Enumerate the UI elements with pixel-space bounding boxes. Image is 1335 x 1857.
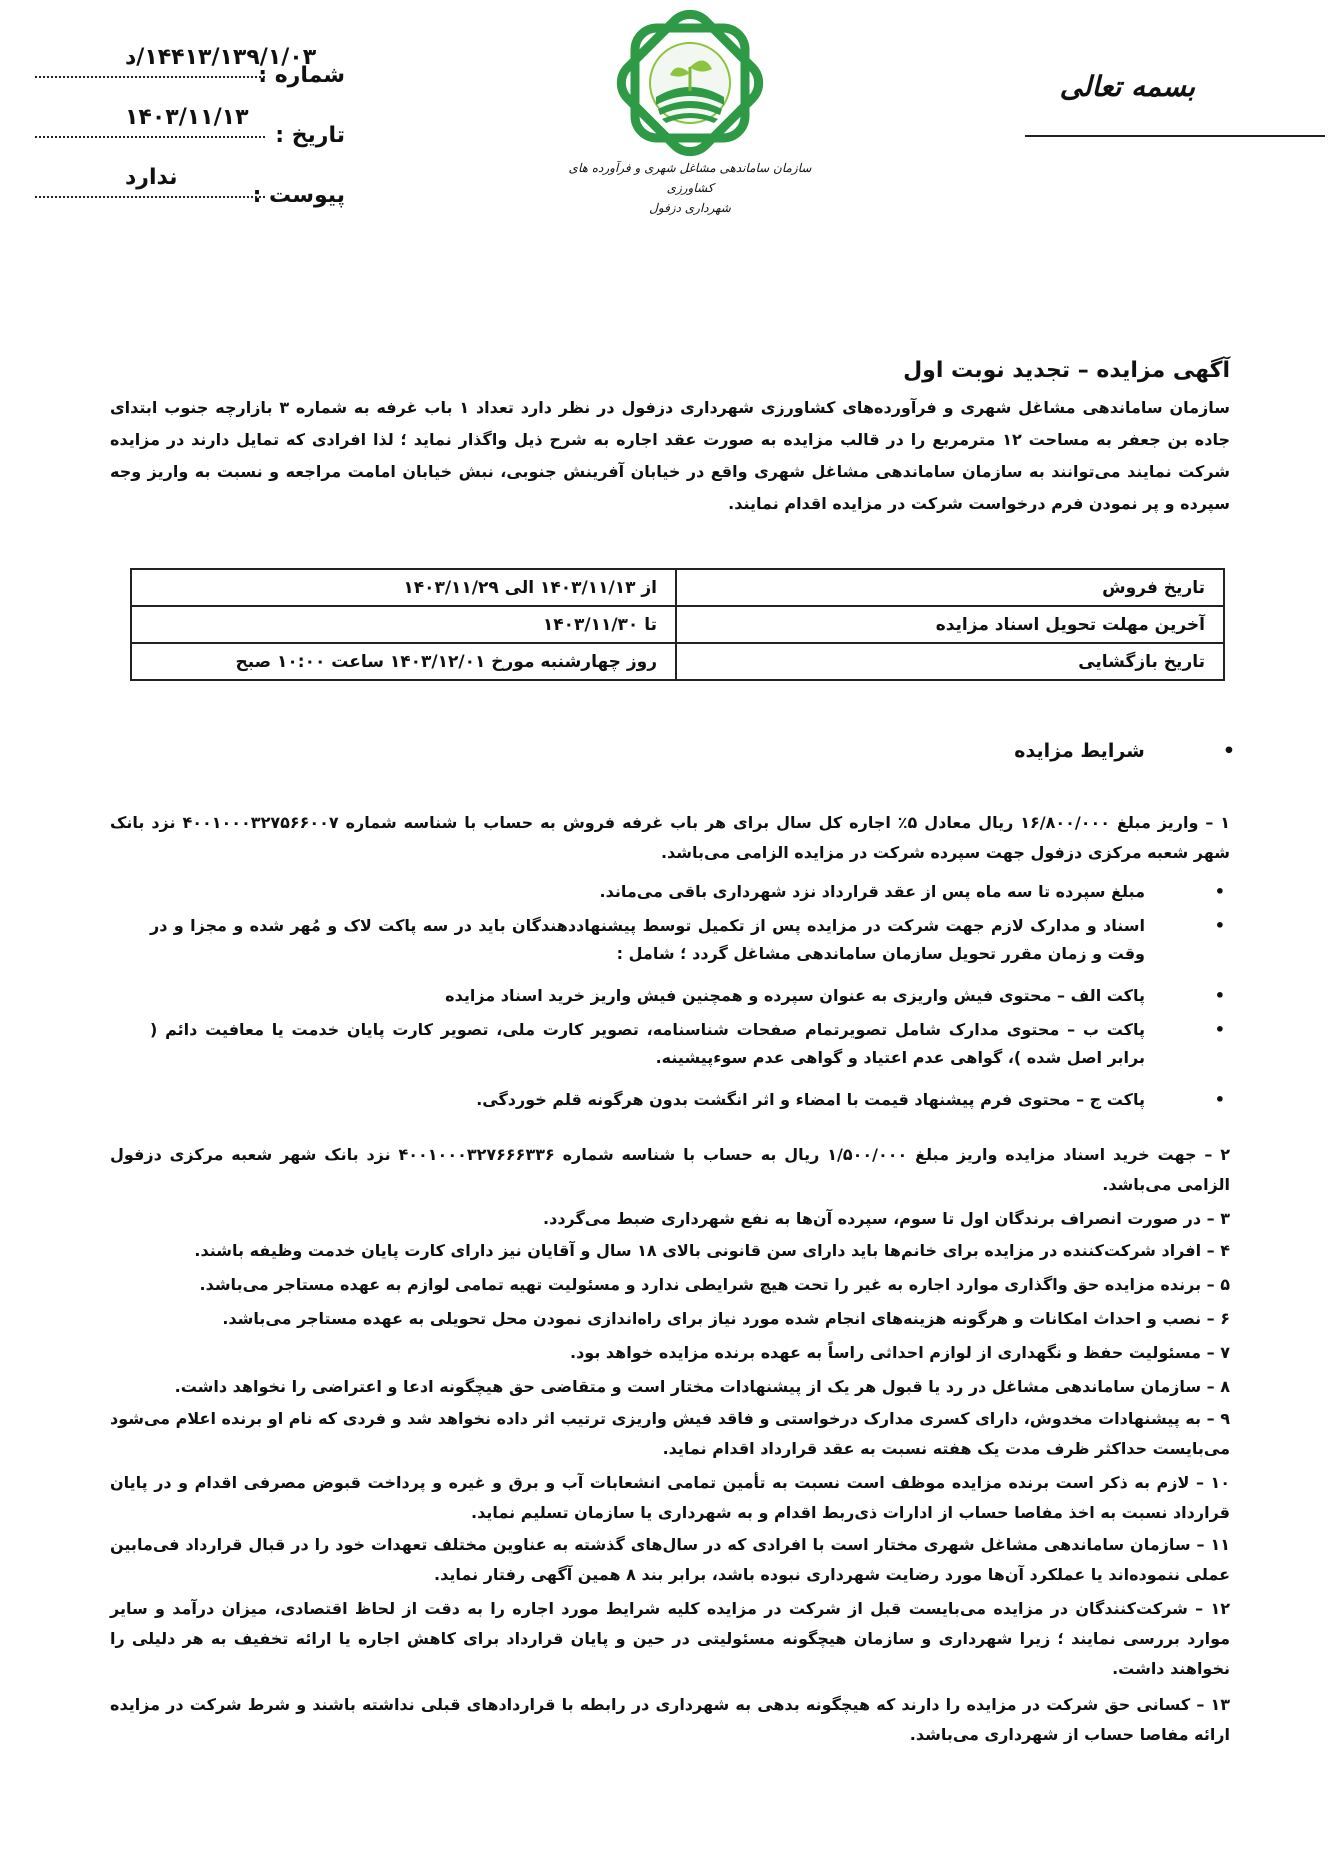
condition-1: ۱ – واریز مبلغ ۱۶/۸۰۰/۰۰۰ ریال معادل ۵٪ اجاره کل سال برای هر باب غرفه فروش به حساب با شناسه شماره ۴۰۰۱۰۰۰۳۲۷۵۶۶۰۰۷ نزد بانک شهر شعبه مرکزی دزفول جهت سپرده شرکت در مزایده الزامی می‌باشد. — [110, 813, 1231, 862]
organization-logo-icon — [595, 8, 785, 158]
ad-title: آگهی مزایده – تجدید نوبت اول — [903, 358, 1230, 383]
letter-number-value: ۱۴۴۱۳/۱۳۹/۱/۰۳/د — [125, 45, 317, 70]
condition-12: ۱۲ – شرکت‌کنندگان در مزایده می‌بایست قبل از شرکت در مزایده کلیه شرایط مورد اجاره را به دقت از لحاظ اقتصادی، میزان درآمد و سایر موارد بررسی نمایند ؛ زیرا شهرداری و سازمان هیچگونه مسئولیتی در حین و پایان قرارداد برای کاهش اجاره یا ارائه تخفیف به هر دلیلی را نخواهند داشت. — [110, 1599, 1230, 1678]
bullet-text: پاکت الف – محتوی فیش واریزی به عنوان سپرده و همچنین فیش واریز خرید اسناد مزایده — [445, 986, 1145, 1005]
dotted-line — [35, 76, 265, 78]
ad-intro-paragraph: سازمان ساماندهی مشاغل شهری و فرآورده‌های کشاورزی شهرداری دزفول در نظر دارد تعداد ۱ باب غرفه به شماره ۳ بازارچه جنوب ابتدای جاده بن جعفر به مساحت ۱۲ مترمربع را در قالب مزایده به صورت عقد اجاره به شرح ذیل واگذار نماید ؛ لذا افرادی که تمایل دارند در مزایده شرکت نمایند می‌توانند به سازمان ساماندهی مشاغل شهری واقع در خیابان آفرینش جنوبی، نبش خیابان امامت مراجعه و نسبت به واریز وجه سپرده و پر نمودن فرم درخواست شرکت در مزایده اقدام نمایند. — [110, 398, 1231, 513]
bullet-text: اسناد و مدارک لازم جهت شرکت در مزایده پس از تکمیل توسط پیشنهاددهندگان باید در سه پاکت لاک و مُهر شده و مجزا و در وقت و زمان مقرر تحویل سازمان ساماندهی مشاغل گردد ؛ شامل : — [150, 916, 1145, 963]
letter-date-label: تاریخ : — [275, 123, 345, 148]
bullet-item: • پاکت ب – محتوی مدارک شامل تصویرتمام صفحات شناسنامه، تصویر کارت ملی، تصویر کارت پایان خدمت یا معافیت دائم ( برابر اصل شده )، گواهی عدم اعتیاد و گواهی عدم سوءپیشینه. — [110, 1016, 1230, 1072]
letter-attachment-value: ندارد — [125, 165, 178, 190]
schedule-table — [130, 568, 1225, 681]
schedule-value: روز چهارشنبه مورخ ۱۴۰۳/۱۲/۰۱ ساعت ۱۰:۰۰ صبح — [131, 643, 676, 680]
logo-caption-municipality: شهرداری دزفول — [649, 201, 731, 215]
letter-number-field — [35, 28, 345, 88]
invocation-underline — [1025, 135, 1325, 137]
condition-13: ۱۳ – کسانی حق شرکت در مزایده را دارند که هیچگونه بدهی به شهرداری در رابطه با قراردادهای قبلی نداشته باشند و شرط شرکت در مزایده ارائه مفاصا حساب از شهرداری می‌باشد. — [110, 1695, 1230, 1744]
condition-8: ۸ – سازمان ساماندهی مشاغل در رد یا قبول هر یک از پیشنهادات مختار است و متقاضی حق هیچگونه ادعا و اعتراضی را نخواهد داشت. — [174, 1377, 1230, 1396]
letter-date-field — [35, 88, 345, 148]
bullet-item: • پاکت الف – محتوی فیش واریزی به عنوان سپرده و همچنین فیش واریز خرید اسناد مزایده — [110, 982, 1230, 1010]
schedule-value: از ۱۴۰۳/۱۱/۱۳ الی ۱۴۰۳/۱۱/۲۹ — [131, 569, 676, 606]
bullet-item: • پاکت ج – محتوی فرم پیشنهاد قیمت با امضاء و اثر انگشت بدون هرگونه قلم خوردگی. — [110, 1086, 1230, 1114]
letter-attachment-field — [35, 148, 345, 208]
logo-caption — [560, 158, 820, 218]
bullet-item: • اسناد و مدارک لازم جهت شرکت در مزایده پس از تکمیل توسط پیشنهاددهندگان باید در سه پاکت لاک و مُهر شده و مجزا و در وقت و زمان مقرر تحویل سازمان ساماندهی مشاغل گردد ؛ شامل : — [110, 912, 1230, 968]
condition-9: ۹ – به پیشنهادات مخدوش، دارای کسری مدارک درخواستی و فاقد فیش واریزی ترتیب اثر داده نخواهد شد و فردی که نام او برنده اعلام می‌شود می‌بایست حداکثر ظرف مدت یک هفته نسبت به عقد قرارداد اقدام نماید. — [110, 1409, 1230, 1458]
table-row — [131, 606, 1224, 643]
conditions-heading-text: شرایط مزایده — [1014, 740, 1145, 762]
bullet-text: مبلغ سپرده تا سه ماه پس از عقد قرارداد نزد شهرداری باقی می‌ماند. — [599, 882, 1145, 901]
schedule-value: تا ۱۴۰۳/۱۱/۳۰ — [131, 606, 676, 643]
condition-3: ۳ – در صورت انصراف برندگان اول تا سوم، سپرده آن‌ها به نفع شهرداری ضبط می‌گردد. — [543, 1209, 1230, 1228]
conditions-heading — [1014, 740, 1235, 762]
condition-2: ۲ – جهت خرید اسناد مزایده واریز مبلغ ۱/۵۰۰/۰۰۰ ریال به حساب با شناسه شماره ۴۰۰۱۰۰۰۳۲۷۶۶۶۳۳۶ نزد بانک شهر شعبه مرکزی دزفول الزامی می‌باشد. — [110, 1145, 1231, 1194]
schedule-label: تاریخ فروش — [676, 569, 1224, 606]
condition-4: ۴ – افراد شرکت‌کننده در مزایده برای خانم‌ها باید دارای سن قانونی بالای ۱۸ سال و آقایان نیز دارای کارت پایان خدمت وظیفه باشند. — [194, 1241, 1230, 1260]
bullet-text: پاکت ج – محتوی فرم پیشنهاد قیمت با امضاء و اثر انگشت بدون هرگونه قلم خوردگی. — [476, 1090, 1145, 1109]
bullet-text: پاکت ب – محتوی مدارک شامل تصویرتمام صفحات شناسنامه، تصویر کارت ملی، تصویر کارت پایان خدمت یا معافیت دائم ( برابر اصل شده )، گواهی عدم اعتیاد و گواهی عدم سوءپیشینه. — [150, 1020, 1145, 1067]
condition-7: ۷ – مسئولیت حفظ و نگهداری از لوازم احداثی راساً به عهده برنده مزایده خواهد بود. — [570, 1343, 1230, 1362]
invocation-heading: بسمه تعالی — [1059, 70, 1195, 103]
table-row — [131, 569, 1224, 606]
table-row — [131, 643, 1224, 680]
letter-date-value: ۱۴۰۳/۱۱/۱۳ — [125, 105, 249, 130]
condition-5: ۵ – برنده مزایده حق واگذاری موارد اجاره به غیر را تحت هیچ شرایطی ندارد و مسئولیت تهیه تمامی لوازم به عهده مستاجر می‌باشد. — [199, 1275, 1230, 1294]
bullet-item: • مبلغ سپرده تا سه ماه پس از عقد قرارداد نزد شهرداری باقی می‌ماند. — [110, 878, 1230, 906]
letter-attachment-label: پیوست : — [252, 183, 345, 208]
letter-number-label: شماره : — [258, 63, 345, 88]
schedule-label: آخرین مهلت تحویل اسناد مزایده — [676, 606, 1224, 643]
dotted-line — [35, 196, 265, 198]
schedule-label: تاریخ بازگشایی — [676, 643, 1224, 680]
condition-10: ۱۰ – لازم به ذکر است برنده مزایده موظف است نسبت به تأمین تمامی انشعابات آب و برق و غیره و پرداخت قبوض مصرفی اقدام و در پایان قرارداد نسبت به اخذ مفاصا حساب از ادارات ذی‌ربط اقدام و به شهرداری یا سازمان تسلیم نماید. — [110, 1473, 1230, 1522]
condition-6: ۶ – نصب و احداث امکانات و هرگونه هزینه‌های انجام شده مورد نیاز برای راه‌اندازی نمودن محل تحویلی به عهده مستاجر می‌باشد. — [222, 1309, 1230, 1328]
dotted-line — [35, 136, 265, 138]
condition-11: ۱۱ – سازمان ساماندهی مشاغل شهری مختار است با افرادی که در سال‌های گذشته به عناوین مختلف تعهدات خود را در قبال قرارداد فی‌مابین عملی ننموده‌اند یا عملکرد آن‌ها مورد رضایت شهرداری نبوده باشد، برابر بند ۸ همین آگهی رفتار نماید. — [110, 1535, 1230, 1584]
logo-caption-org: سازمان ساماندهی مشاغل شهری و فرآورده های کشاورزی — [568, 161, 812, 195]
